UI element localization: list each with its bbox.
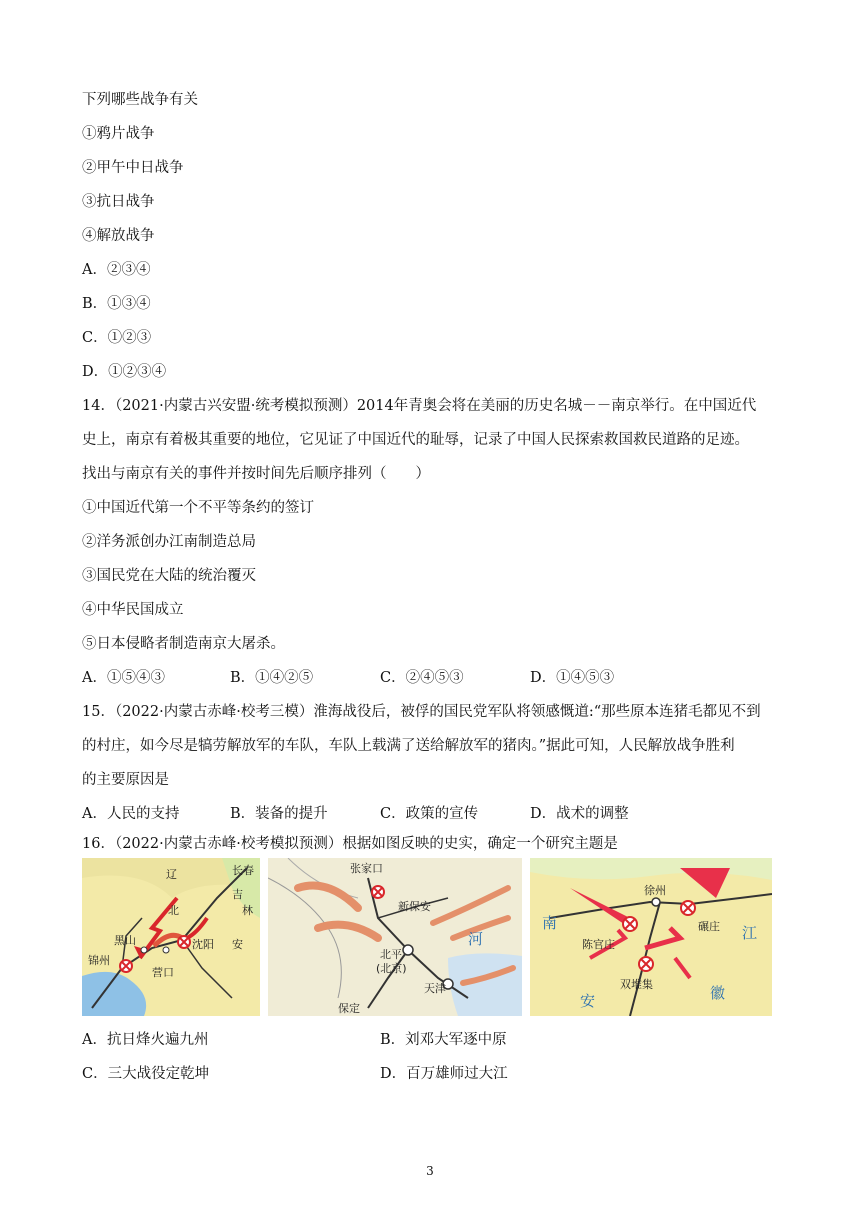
map1-label-lin: 林 xyxy=(242,904,253,917)
q15-stem-line2: 的村庄，如今尽是犒劳解放军的车队，车队上载满了送给解放军的猪肉。”据此可知，人民解放战争胜利 xyxy=(82,738,735,754)
map3-label-nan: 南 xyxy=(542,914,558,932)
map1-label-ji: 吉 xyxy=(232,888,243,901)
q13-option-a[interactable]: A．②③④ xyxy=(82,262,151,278)
q13-option-c[interactable]: C．①②③ xyxy=(82,330,152,346)
map2-label-he: 河 xyxy=(468,930,484,948)
map1-label-bei: 北 xyxy=(168,904,179,917)
q14-option-a[interactable]: A．①⑤④③ xyxy=(82,670,165,686)
q13-stem: 下列哪些战争有关 xyxy=(82,92,198,108)
map1-label-heishan: 黑山 xyxy=(114,934,136,947)
q14-stem-line3: 找出与南京有关的事件并按时间先后顺序排列（ ） xyxy=(82,466,430,482)
map1-label-changchun: 长春 xyxy=(232,864,254,877)
q14-item-1: ①中国近代第一个不平等条约的签订 xyxy=(82,500,314,516)
q14-item-5: ⑤日本侵略者制造南京大屠杀。 xyxy=(82,636,285,652)
q14-option-d[interactable]: D．①④⑤③ xyxy=(530,670,615,686)
map3-label-nianzhuang: 碾庄 xyxy=(698,920,720,933)
map1-label-yingkou: 营口 xyxy=(152,966,174,979)
map-huaihai xyxy=(530,858,772,1016)
map1-label-jinzhou: 锦州 xyxy=(88,954,110,967)
map1-label-liao: 辽 xyxy=(166,868,177,881)
map2-label-beiping: 北平 xyxy=(380,948,402,961)
q13-item-3: ③抗日战争 xyxy=(82,194,155,210)
q16-option-b[interactable]: B．刘邓大军逐中原 xyxy=(380,1032,507,1048)
q14-option-c[interactable]: C．②④⑤③ xyxy=(380,670,464,686)
q15-option-a[interactable]: A．人民的支持 xyxy=(82,806,180,822)
map-liaoshen xyxy=(82,858,260,1016)
map1-label-shenyang: 沈阳 xyxy=(192,938,214,951)
q13-option-b[interactable]: B．①③④ xyxy=(82,296,151,312)
q15-stem-line1: 15．（2022·内蒙古赤峰·校考三模）淮海战役后，被俘的国民党军队将领感慨道:“那些原本连猪毛都见不到 xyxy=(82,704,761,720)
q14-item-3: ③国民党在大陆的统治覆灭 xyxy=(82,568,256,584)
map3-label-an: 安 xyxy=(580,992,596,1010)
map2-label-baoding: 保定 xyxy=(338,1002,360,1015)
q16-stem: 16．（2022·内蒙古赤峰·校考模拟预测）根据如图反映的史实，确定一个研究主题是 xyxy=(82,836,618,852)
map2-label-zhangjiakou: 张家口 xyxy=(350,862,383,875)
q13-item-1: ①鸦片战争 xyxy=(82,126,155,142)
q13-item-2: ②甲午中日战争 xyxy=(82,160,184,176)
q14-stem-line2: 史上，南京有着极其重要的地位，它见证了中国近代的耻辱，记录了中国人民探索救国救民道路的足迹。 xyxy=(82,432,749,448)
q13-option-d[interactable]: D．①②③④ xyxy=(82,364,167,380)
q14-options xyxy=(82,668,782,688)
q16-option-a[interactable]: A．抗日烽火遍九州 xyxy=(82,1032,209,1048)
q14-stem-line1: 14．（2021·内蒙古兴安盟·统考模拟预测）2014年青奥会将在美丽的历史名城－－南京举行。在中国近代 xyxy=(82,398,757,414)
page-number: 3 xyxy=(426,1164,434,1178)
map1-label-an: 安 xyxy=(232,938,243,951)
q15-stem-line3: 的主要原因是 xyxy=(82,772,169,788)
map3-label-jiang: 江 xyxy=(742,924,758,942)
map3-label-chenguanzhuang: 陈官庄 xyxy=(582,938,615,951)
q15-option-b[interactable]: B．装备的提升 xyxy=(230,806,328,822)
map2-label-xinbaoan: 新保安 xyxy=(398,900,431,913)
q16-options-row1 xyxy=(82,1030,782,1050)
q15-option-c[interactable]: C．政策的宣传 xyxy=(380,806,479,822)
q14-item-2: ②洋务派创办江南制造总局 xyxy=(82,534,256,550)
q15-option-d[interactable]: D．战术的调整 xyxy=(530,806,629,822)
q14-item-4: ④中华民国成立 xyxy=(82,602,184,618)
map3-label-xuzhou: 徐州 xyxy=(644,884,666,897)
map2-label-beijing: (北京) xyxy=(376,962,407,975)
map3-label-hui: 徽 xyxy=(710,984,726,1002)
map2-label-tianjin: 天津 xyxy=(424,982,446,995)
q16-option-d[interactable]: D．百万雄师过大江 xyxy=(380,1066,508,1082)
map3-label-shuangduiji: 双堆集 xyxy=(620,978,653,991)
q14-option-b[interactable]: B．①④②⑤ xyxy=(230,670,314,686)
q16-options-row2 xyxy=(82,1064,782,1084)
map-pingjin xyxy=(268,858,522,1016)
q16-option-c[interactable]: C．三大战役定乾坤 xyxy=(82,1066,210,1082)
q15-options xyxy=(82,804,782,824)
q13-item-4: ④解放战争 xyxy=(82,228,155,244)
